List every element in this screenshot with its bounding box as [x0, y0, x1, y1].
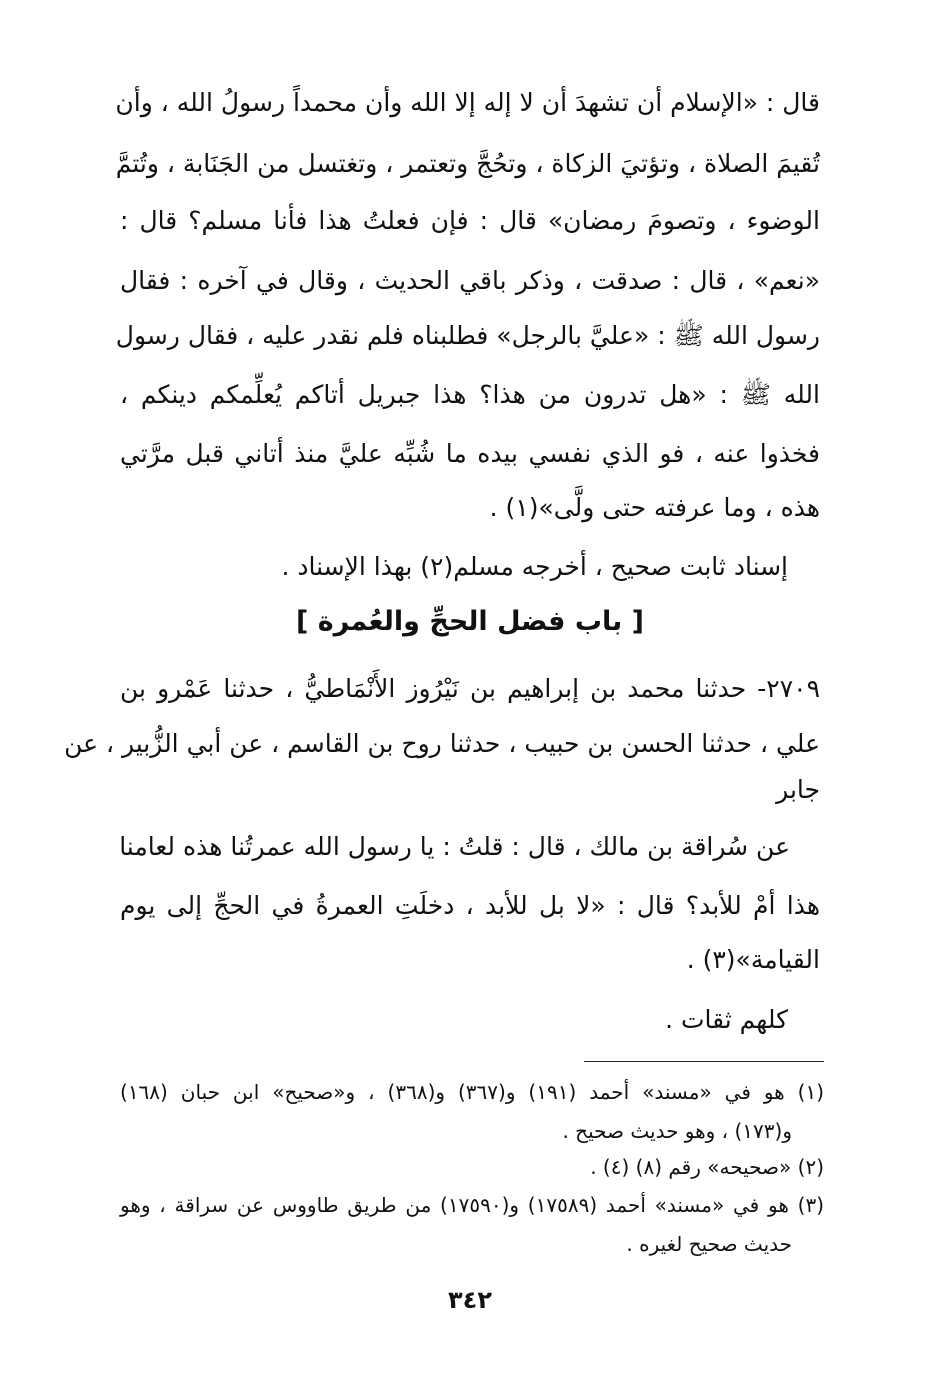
footnote-3-line-1: (٣) هو في «مسند» أحمد (١٧٥٨٩) و(١٧٥٩٠) من طريق طاووس عن سراقة ، وهو: [120, 1193, 825, 1217]
body-line-7: فخذوا عنه ، فو الذي نفسي بيده ما شُبِّه عليَّ منذ أتاني قبل مرَّتي: [120, 439, 820, 468]
body-line-2: تُقيمَ الصلاة ، وتؤتيَ الزكاة ، وتحُجَّ وتعتمر ، وتغتسل من الجَنَابة ، وتُتمَّ: [115, 149, 820, 178]
isnad-line-2: علي ، حدثنا الحسن بن حبيب ، حدثنا روح بن القاسم ، عن أبي الزُّبير ، عن: [64, 729, 820, 758]
footnote-1-line-1: (١) هو في «مسند» أحمد (١٩١) و(٣٦٧) و(٣٦٨) ، و«صحيح» ابن حبان (١٦٨): [120, 1080, 825, 1104]
isnad-note: إسناد ثابت صحيح ، أخرجه مسلم(٢) بهذا الإسناد .: [281, 552, 788, 581]
body-line-8: هذه ، وما عرفته حتى ولَّى»(١) .: [489, 493, 820, 522]
page-number: ٣٤٢: [448, 1286, 492, 1314]
hadith-number-line: ٢٧٠٩- حدثنا محمد بن إبراهيم بن نَيْرُوز الأَنْمَاطيُّ ، حدثنا عَمْرو بن: [120, 674, 820, 703]
footnote-1-line-2: و(١٧٣) ، وهو حديث صحيح .: [562, 1119, 792, 1143]
chapter-heading: [ باب فضل الحجِّ والعُمرة ]: [295, 606, 645, 637]
matn-line-3: القيامة»(٣) .: [686, 945, 820, 974]
grading-note: كلهم ثقات .: [665, 1005, 788, 1034]
matn-line-1: عن سُراقة بن مالك ، قال : قلتُ : يا رسول الله عمرتُنا هذه لعامنا: [119, 832, 790, 861]
body-line-5: رسول الله ﷺ : «عليَّ بالرجل» فطلبناه فلم نقدر عليه ، فقال رسول: [115, 321, 820, 350]
matn-line-2: هذا أمْ للأبد؟ قال : «لا بل للأبد ، دخلَتِ العمرةُ في الحجِّ إلى يوم: [120, 891, 820, 920]
body-line-4: «نعم» ، قال : صدقت ، وذكر باقي الحديث ، وقال في آخره : فقال: [120, 266, 820, 295]
footnote-2: (٢) «صحيحه» رقم (٨) (٤) .: [590, 1155, 824, 1179]
footnote-separator: [584, 1061, 824, 1062]
body-line-1: قال : «الإسلام أن تشهدَ أن لا إله إلا الله وأن محمداً رسولُ الله ، وأن: [115, 88, 820, 117]
body-line-6: الله ﷺ : «هل تدرون من هذا؟ هذا جبريل أتاكم يُعلِّمكم دينكم ،: [120, 380, 820, 409]
body-line-3: الوضوء ، وتصومَ رمضان» قال : فإن فعلتُ هذا فأنا مسلم؟ قال :: [120, 206, 820, 235]
footnote-3-line-2: حديث صحيح لغيره .: [626, 1232, 792, 1256]
isnad-line-3: جابر: [776, 775, 820, 804]
